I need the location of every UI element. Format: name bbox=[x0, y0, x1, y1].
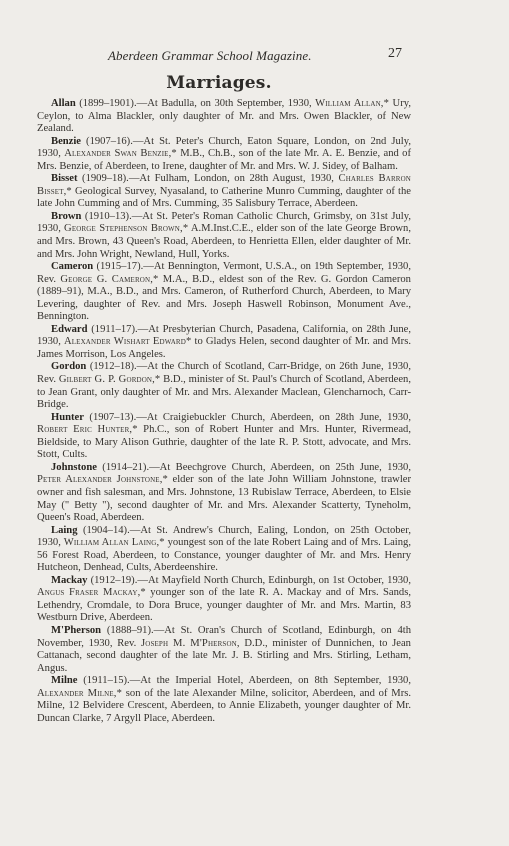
entry-text: (1911–17).—At Presbyterian Church, Pasadena, California, on 28th June, 1930, bbox=[37, 323, 411, 348]
groom-name: Alexander Wishart Edward* bbox=[63, 336, 192, 348]
entry-text: A.M.Inst.C.E., elder son of the late George Brown, and Mrs. Brown, 43 Queen's Road, Aberdeen, to Henrietta Ellen, elder daughter of Mr. and Mrs. John Wright, Newland, Hull, Yorks. bbox=[37, 223, 411, 260]
groom-name: William Allan,* bbox=[315, 98, 390, 109]
entry-text: to Gladys Helen, second daughter of Mr. and Mrs. James Morrison, Los Angeles. bbox=[37, 336, 411, 360]
entry-surname: Johnstone bbox=[51, 461, 97, 473]
groom-name: Charles Barron Bisset,* bbox=[37, 173, 412, 197]
entry-text: (1912–19).—At Mayfield North Church, Edinburgh, on 1st October, 1930, bbox=[87, 574, 411, 586]
groom-name: Gilbert G. P. Gordon,* bbox=[58, 374, 161, 386]
groom-name: Alexander Milne,* bbox=[37, 687, 123, 699]
marriage-entry bbox=[37, 361, 411, 411]
marriage-entry bbox=[37, 625, 411, 675]
entry-text: younger son of the late R. A. Mackay and of Mrs. Sands, Lethendry, Cromdale, to Dora Bruce, younger daughter of Mr. and Mrs. Martin, 83 Westburn Drive, Aberdeen. bbox=[37, 587, 411, 624]
section-title: Marriages. bbox=[166, 73, 272, 93]
groom-name: Robert Eric Hunter,* bbox=[37, 424, 138, 436]
groom-name: George Stephenson Brown,* bbox=[64, 223, 189, 235]
entry-surname: Bisset bbox=[51, 173, 78, 185]
groom-name: George G. Cameron,* bbox=[60, 273, 159, 285]
marriage-entry bbox=[37, 675, 411, 725]
entry-text: (1910–13).—At St. Peter's Roman Catholic Church, Grimsby, on 31st July, 1930, bbox=[37, 210, 411, 235]
entry-text: (1888–91).—At St. Oran's Church of Scotland, Edinburgh, on 4th November, 1930, Rev. bbox=[37, 624, 411, 649]
entry-text: elder son of the late John William Johnstone, trawler owner and fish salesman, and Mrs. Johnstone, 13 Rubislaw Terrace, Aberdeen, to Elsie May (" Betty "), second daughter of Mr. and Mrs. Alexander Scatterty, Tyneholm, Queen's Road, Aberdeen. bbox=[37, 474, 411, 524]
marriage-entry bbox=[37, 261, 411, 324]
marriage-entries bbox=[37, 98, 411, 725]
entry-surname: M'Pherson bbox=[51, 624, 102, 636]
marriage-entry bbox=[37, 136, 411, 174]
page-number: 27 bbox=[388, 46, 402, 61]
entry-text: D.D., minister of Dunnichen, to Jean Cattanach, second daughter of the late Mr. J. B. Stirling and Mrs. Stirling, Letham, Angus. bbox=[37, 637, 411, 674]
entry-text: Ury, Ceylon, to Alma Blackler, only daughter of Mr. and Mrs. Owen Blackler, of New Zealand. bbox=[37, 98, 411, 135]
groom-name: Peter Alexander Johnstone,* bbox=[37, 474, 168, 486]
entry-text: Ph.C., son of Robert Hunter and Mrs. Hunter, Rivermead, Bieldside, to Mary Alison Guthrie, daughter of the late R. P. Stott, advocate, and Mrs. Stott, Cults. bbox=[37, 424, 411, 461]
entry-text: (1907–13).—At Craigiebuckler Church, Aberdeen, on 28th June, 1930, bbox=[83, 411, 411, 423]
groom-name: Joseph M. M'Pherson, bbox=[140, 637, 240, 649]
marriage-entry bbox=[37, 525, 411, 575]
entry-surname: Milne bbox=[51, 675, 78, 687]
marriage-entry bbox=[37, 211, 411, 261]
entry-text: (1914–21).—At Beechgrove Church, Aberdeen, on 25th June, 1930, bbox=[96, 461, 411, 473]
entry-text: (1909–18).—At Fulham, London, on 28th August, 1930, bbox=[77, 173, 339, 185]
marriage-entry bbox=[37, 324, 411, 362]
entry-text: (1912–18).—At the Church of Scotland, Carr-Bridge, on 26th June, 1930, Rev. bbox=[37, 361, 411, 386]
marriage-entry bbox=[37, 462, 411, 525]
entry-text: Geological Survey, Nyasaland, to Catherine Munro Cumming, daughter of the late John Cumming and of Mrs. Cumming, 35 Salisbury Terrace, Aberdeen. bbox=[37, 185, 411, 210]
entry-surname: Cameron bbox=[51, 261, 94, 273]
groom-name: Alexander Swan Benzie,* bbox=[64, 148, 177, 160]
entry-surname: Edward bbox=[51, 323, 88, 335]
marriage-entry bbox=[37, 412, 411, 462]
entry-text: M.A., B.D., eldest son of the Rev. G. Gordon Cameron (1889–91), M.A., B.D., and Mrs. Cameron, of Rutherford Church, Aberdeen, to Mary Levering, daughter of Rev. and Mrs. Joseph Haswell Robinson, Monument Ave., Bennington. bbox=[37, 273, 411, 323]
entry-text: M.B., Ch.B., son of the late Mr. A. E. Benzie, and of Mrs. Benzie, of Aberdeen, to Irene, daughter of Mr. and Mrs. W. J. Sidey, of Balham. bbox=[37, 148, 411, 172]
entry-surname: Laing bbox=[51, 524, 78, 536]
entry-text: (1904–14).—At St. Andrew's Church, Ealing, London, on 25th October, 1930, bbox=[37, 524, 411, 549]
entry-surname: Brown bbox=[51, 210, 82, 222]
entry-text: (1911–15).—At the Imperial Hotel, Aberdeen, on 8th September, 1930, bbox=[77, 675, 411, 687]
entry-text: (1915–17).—At Bennington, Vermont, U.S.A., on 19th September, 1930, Rev. bbox=[37, 261, 411, 285]
groom-name: Angus Fraser Mackay,* bbox=[37, 587, 146, 599]
entry-text: youngest son of the late Robert Laing and of Mrs. Laing, 56 Forest Road, Aberdeen, to Constance, younger daughter of Mr. and Mrs. Henry Hutcheon, Denhead, Cults, Aberdeenshire. bbox=[37, 537, 411, 574]
entry-text: B.D., minister of St. Paul's Church of Scotland, Aberdeen, to Jean Grant, only daughter of Mr. and Mrs. Alexander Maclean, Glencharnoch, Carr-Bridge. bbox=[37, 374, 411, 411]
entry-surname: Mackay bbox=[51, 574, 88, 586]
entry-surname: Gordon bbox=[51, 361, 87, 373]
entry-surname: Allan bbox=[51, 98, 76, 109]
entry-text: (1907–16).—At St. Peter's Church, Eaton Square, London, on 2nd July, 1930, bbox=[37, 135, 411, 160]
entry-surname: Hunter bbox=[51, 411, 84, 423]
entry-text: son of the late Alexander Milne, solicitor, Aberdeen, and of Mrs. Milne, 12 Belvidere Crescent, Aberdeen, to Annie Elizabeth, younger daughter of Mr. Duncan Clarke, 7 Argyll Place, Aberdeen. bbox=[37, 687, 411, 724]
running-title: Aberdeen Grammar School Magazine. bbox=[108, 48, 312, 63]
marriage-entry bbox=[37, 98, 411, 136]
marriage-entry bbox=[37, 173, 411, 211]
groom-name: William Allan Laing,* bbox=[63, 537, 165, 549]
entry-surname: Benzie bbox=[51, 135, 82, 147]
entry-text: (1899–1901).—At Badulla, on 30th September, 1930, bbox=[75, 98, 316, 109]
marriage-entry bbox=[37, 575, 411, 625]
